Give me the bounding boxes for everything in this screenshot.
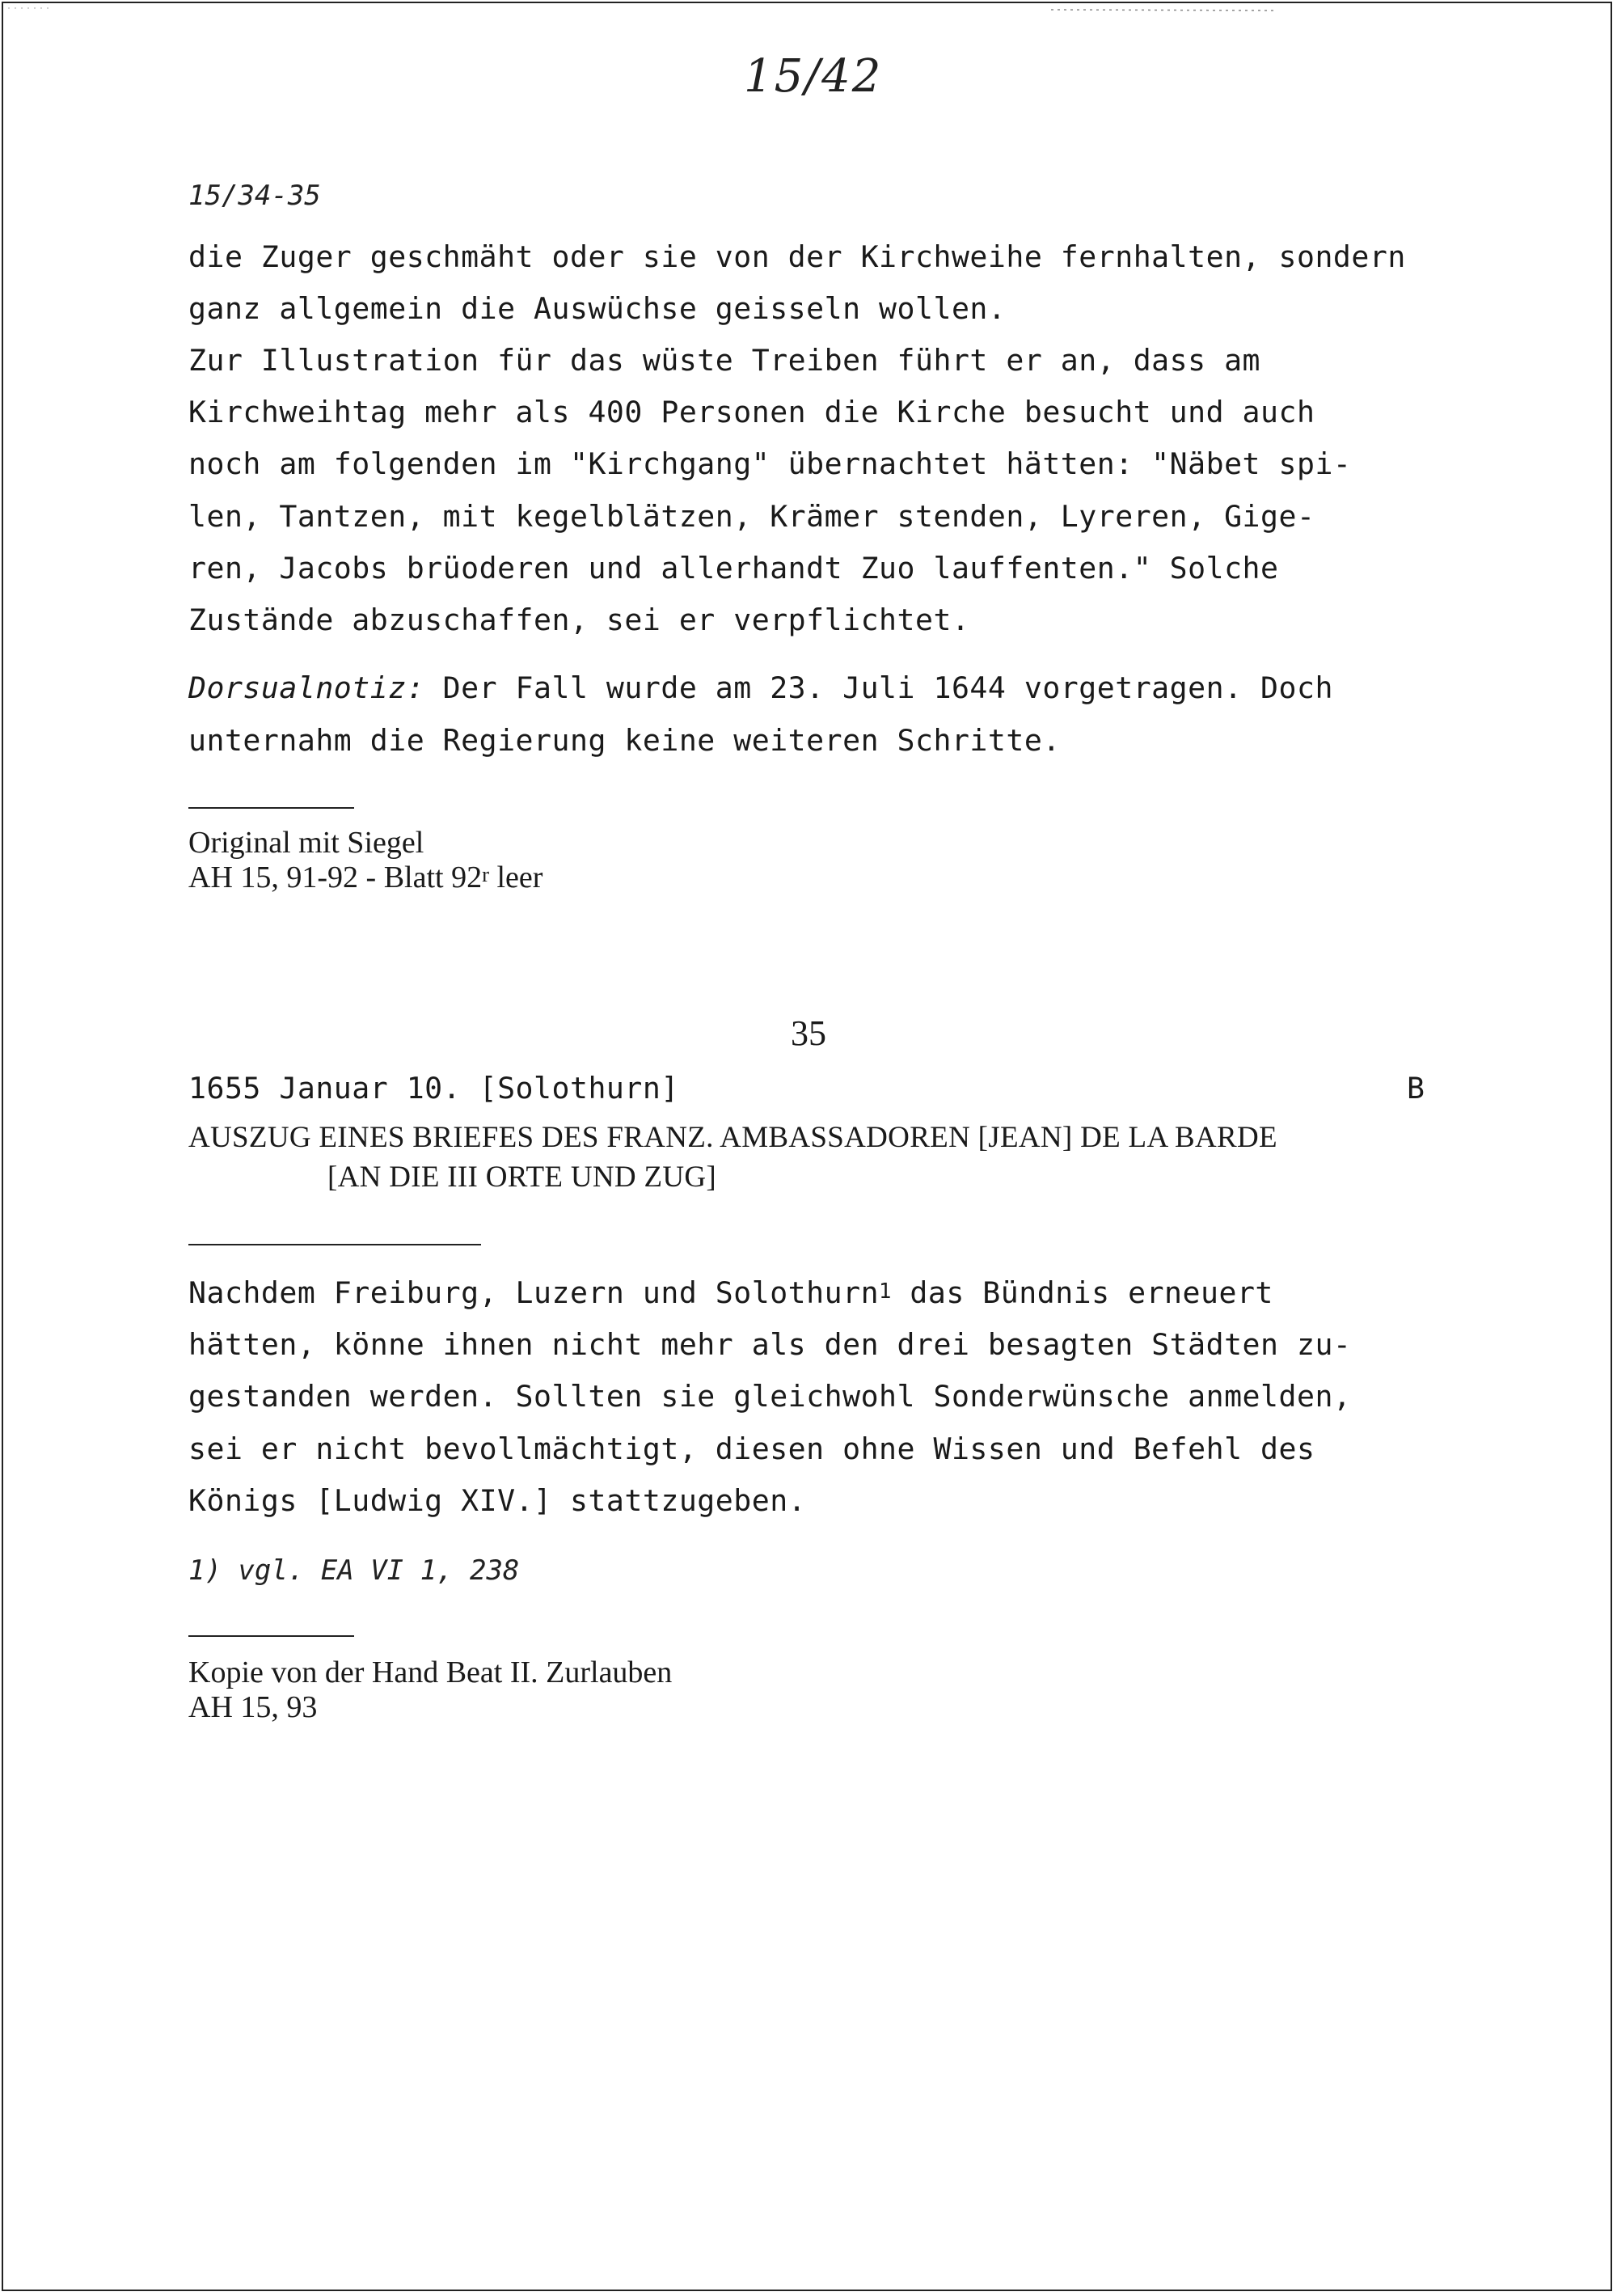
body-line [188, 1275, 1273, 1310]
dorsual-note [188, 670, 1333, 705]
body-line: hätten, könne ihnen nicht mehr als den drei besagten Städten zu- [188, 1327, 1352, 1362]
body-line: noch am folgenden im "Kirchgang" übernachtet hätten: "Näbet spi- [188, 446, 1352, 481]
source-divider [188, 807, 354, 809]
scan-noise [0, 3, 1617, 15]
body-line: ren, Jacobs brüoderen und allerhandt Zuo lauffenten." Solche [188, 551, 1279, 586]
body-line: Zustände abzuschaffen, sei er verpflichtet. [188, 603, 970, 637]
source-line [188, 860, 543, 895]
source-superscript: r [482, 862, 489, 887]
document-number: 35 [791, 1013, 826, 1053]
heading-divider [188, 1244, 481, 1245]
body-line: gestanden werden. Sollten sie gleichwohl Sonderwünsche anmelden, [188, 1379, 1352, 1414]
body-text: Nachdem Freiburg, Luzern und Solothurn [188, 1275, 880, 1310]
source-line: Kopie von der Hand Beat II. Zurlauben [188, 1655, 673, 1689]
body-text: das Bündnis erneuert [891, 1275, 1273, 1310]
body-line: len, Tantzen, mit kegelblätzen, Krämer stenden, Lyreren, Gige- [188, 499, 1315, 534]
body-line: sei er nicht bevollmächtigt, diesen ohne Wissen und Befehl des [188, 1431, 1315, 1466]
document-heading: AUSZUG EINES BRIEFES DES FRANZ. AMBASSADOREN [JEAN] DE LA BARDE [188, 1121, 1277, 1154]
document-heading: [AN DIE III ORTE UND ZUG] [327, 1161, 717, 1194]
source-line: Original mit Siegel [188, 826, 424, 860]
dorsual-label: Dorsualnotiz: [188, 670, 425, 705]
page-number: 15/42 [744, 50, 883, 103]
footnote: 1) vgl. EA VI 1, 238 [188, 1554, 520, 1587]
dorsual-text: Der Fall wurde am 23. Juli 1644 vorgetragen. Doch [424, 670, 1333, 705]
footnote-marker: 1 [879, 1279, 892, 1304]
body-line: die Zuger geschmäht oder sie von der Kirchweihe fernhalten, sondern [188, 239, 1406, 274]
document-date: 1655 Januar 10. [Solothurn] [188, 1071, 679, 1106]
document-marker: B [1407, 1071, 1425, 1106]
source-line: AH 15, 93 [188, 1690, 318, 1724]
body-line: ganz allgemein die Auswüchse geisseln wollen. [188, 291, 1007, 326]
source-text: leer [488, 860, 543, 894]
source-divider [188, 1635, 354, 1637]
body-line: Zur Illustration für das wüste Treiben führt er an, dass am [188, 343, 1261, 378]
source-text: AH 15, 91-92 - Blatt 92 [188, 860, 483, 894]
dorsual-note-line-2: unternahm die Regierung keine weiteren Schritte. [188, 723, 1061, 758]
document-reference: 15/34-35 [188, 180, 321, 212]
body-line: Königs [Ludwig XIV.] stattzugeben. [188, 1483, 807, 1518]
body-line: Kirchweihtag mehr als 400 Personen die Kirche besucht und auch [188, 395, 1315, 429]
